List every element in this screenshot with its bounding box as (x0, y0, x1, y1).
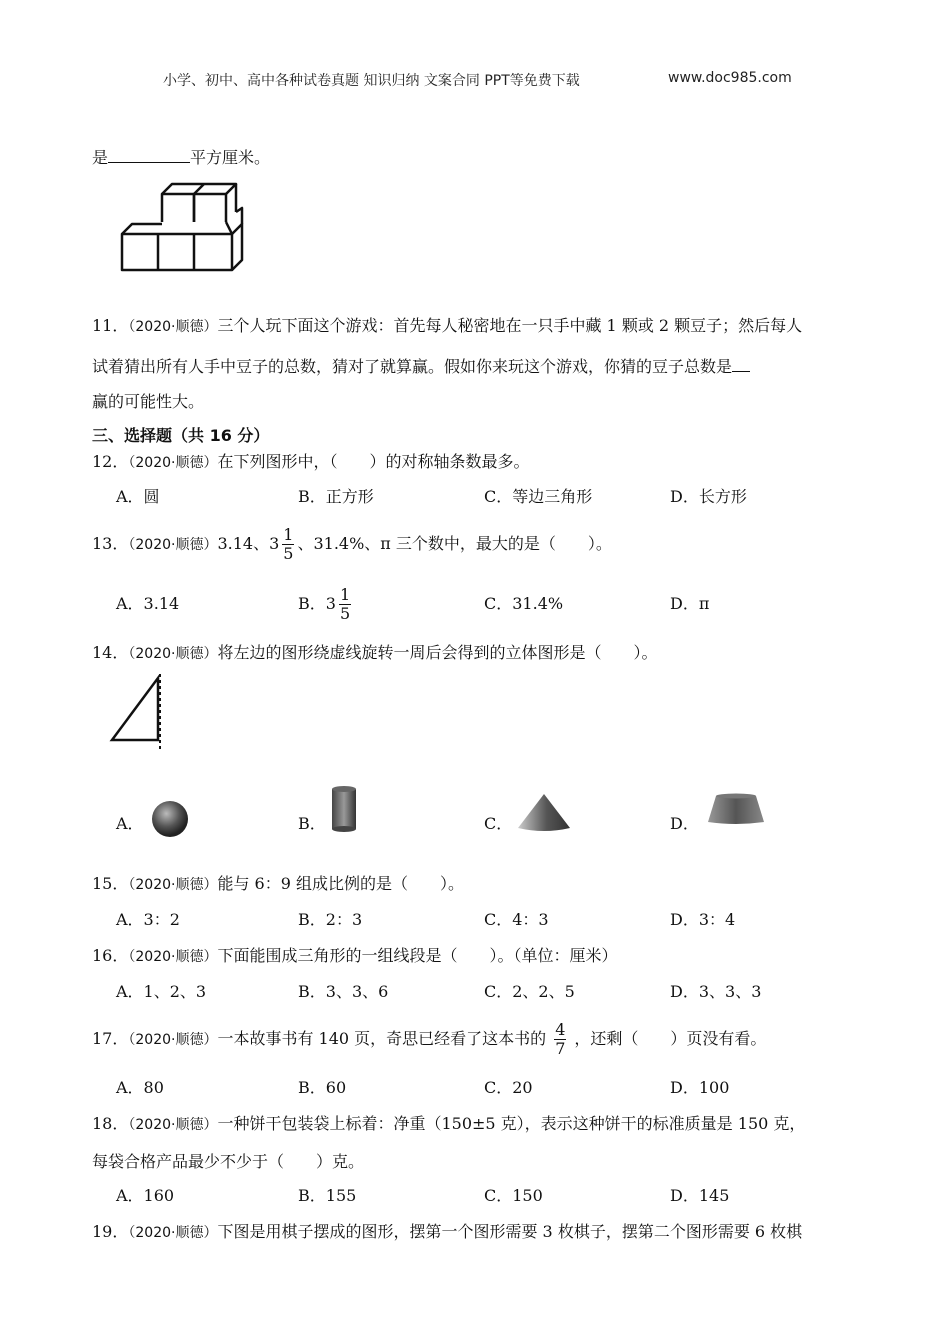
q18-tag: （2020·顺德） (128, 1117, 218, 1133)
q10-tail (92, 146, 270, 168)
q12-option-a[interactable]: A．圆 (116, 487, 160, 506)
q11-line2 (92, 355, 750, 377)
q17-option-b[interactable]: B．60 (298, 1078, 347, 1097)
q18-option-c[interactable]: C．150 (484, 1186, 543, 1205)
fraction-numerator: 1 (339, 585, 351, 604)
q14-tag: （2020·顺德） (128, 646, 218, 662)
q11-number: 11． (92, 316, 129, 335)
q11-line1 (92, 316, 802, 337)
fraction-denominator: 5 (283, 544, 294, 563)
q12-stem (92, 452, 529, 473)
q13-number: 13． (92, 534, 129, 553)
q13-option-b-fraction (339, 586, 351, 623)
header-website[interactable]: www.doc985.com (668, 70, 792, 86)
fraction-numerator: 4 (555, 1020, 566, 1039)
q15-option-d[interactable]: D．3：4 (670, 910, 736, 929)
q14-option-c[interactable]: C． (484, 814, 513, 833)
sphere-icon (148, 798, 192, 838)
q11-text1: 三个人玩下面这个游戏：首先每人秘密地在一只手中藏 1 颗或 2 颗豆子；然后每人 (217, 316, 803, 335)
q11-tag: （2020·顺德） (128, 319, 218, 335)
triangle-rotation-figure (106, 672, 176, 754)
cubes-figure (116, 180, 256, 275)
q13-option-d[interactable]: D．π (670, 594, 710, 613)
q17-number: 17． (92, 1029, 129, 1048)
q12-option-c[interactable]: C．等边三角形 (484, 487, 593, 506)
q18-number: 18． (92, 1114, 129, 1133)
fraction-numerator: 1 (283, 525, 294, 544)
q10-prefix: 是 (92, 148, 109, 167)
q13-text-b: 、31.4%、π 三个数中，最大的是（ ）。 (297, 534, 612, 553)
q14-number: 14． (92, 643, 129, 662)
q13-option-c[interactable]: C．31.4% (484, 594, 564, 613)
q14-text: 将左边的图形绕虚线旋转一周后会得到的立体图形是（ ）。 (217, 643, 658, 662)
q13-option-b[interactable] (298, 584, 354, 624)
q14-stem (92, 643, 657, 664)
q19-tag: （2020·顺德） (128, 1225, 218, 1241)
q12-tag: （2020·顺德） (128, 455, 218, 471)
q18-option-b[interactable]: B．155 (298, 1186, 357, 1205)
q14-option-d[interactable]: D． (670, 814, 699, 833)
frustum-icon (704, 790, 768, 830)
q15-option-b[interactable]: B．2：3 (298, 910, 363, 929)
q17-text-a: 一本故事书有 140 页，奇思已经看了这本书的 (217, 1029, 547, 1048)
fraction-denominator: 7 (555, 1039, 566, 1058)
q15-text: 能与 6：9 组成比例的是（ ）。 (217, 874, 465, 893)
q17-text-b: ，还剩（ ）页没有看。 (574, 1029, 767, 1048)
q10-answer-blank[interactable] (108, 146, 190, 163)
cone-icon (512, 790, 576, 834)
q16-tag: （2020·顺德） (128, 949, 218, 965)
q10-suffix: 平方厘米。 (190, 148, 271, 167)
q16-option-a[interactable]: A．1、2、3 (116, 982, 207, 1001)
q17-stem (92, 1019, 766, 1060)
q15-tag: （2020·顺德） (128, 877, 218, 893)
q15-option-c[interactable]: C．4：3 (484, 910, 549, 929)
q12-number: 12． (92, 452, 129, 471)
q13-fraction (282, 526, 294, 563)
q18-line2: 每袋合格产品最少不少于（ ）克。 (92, 1152, 365, 1171)
q12-option-b[interactable]: B．正方形 (298, 487, 374, 506)
q19-line1 (92, 1222, 802, 1243)
q18-line1 (92, 1114, 805, 1135)
q13-stem (92, 524, 612, 565)
q16-text: 下面能围成三角形的一组线段是（ ）。（单位：厘米） (217, 946, 618, 965)
q16-option-d[interactable]: D．3、3、3 (670, 982, 762, 1001)
q11-answer-blank[interactable] (732, 355, 750, 372)
q19-text1: 下图是用棋子摆成的图形，摆第一个图形需要 3 枚棋子，摆第二个图形需要 6 枚棋 (217, 1222, 803, 1241)
header-promo-text: 小学、初中、高中各种试卷真题 知识归纳 文案合同 PPT等免费下载 (163, 73, 580, 89)
fraction-denominator: 5 (339, 604, 351, 623)
section-title: 三、选择题（共 16 分） (92, 426, 270, 445)
q14-option-b[interactable]: B． (298, 814, 326, 833)
q18-option-a[interactable]: A．160 (116, 1186, 175, 1205)
q15-option-a[interactable]: A．3：2 (116, 910, 180, 929)
q13-text-a: 3.14、3 (217, 534, 280, 553)
q13-tag: （2020·顺德） (128, 537, 218, 553)
q13-option-a[interactable]: A．3.14 (116, 594, 180, 613)
q16-option-c[interactable]: C．2、2、5 (484, 982, 575, 1001)
q13-option-b-prefix: B．3 (298, 594, 336, 613)
q14-option-a[interactable]: A． (116, 814, 144, 833)
cylinder-icon (328, 786, 362, 834)
q11-line3: 赢的可能性大。 (92, 392, 205, 411)
q19-number: 19． (92, 1222, 129, 1241)
q16-option-b[interactable]: B．3、3、6 (298, 982, 389, 1001)
q12-option-d[interactable]: D．长方形 (670, 487, 747, 506)
q12-text: 在下列图形中，（ ）的对称轴条数最多。 (217, 452, 530, 471)
q16-stem (92, 946, 617, 967)
q15-number: 15． (92, 874, 129, 893)
q17-fraction (554, 1021, 566, 1058)
q18-text1: 一种饼干包装袋上标着：净重（150±5 克），表示这种饼干的标准质量是 150 克， (217, 1114, 806, 1133)
q15-stem (92, 874, 464, 895)
q11-text2: 试着猜出所有人手中豆子的总数，猜对了就算赢。假如你来玩这个游戏，你猜的豆子总数是 (92, 357, 733, 376)
q17-option-c[interactable]: C．20 (484, 1078, 533, 1097)
q18-option-d[interactable]: D．145 (670, 1186, 730, 1205)
q17-option-d[interactable]: D．100 (670, 1078, 730, 1097)
q17-option-a[interactable]: A．80 (116, 1078, 164, 1097)
q17-tag: （2020·顺德） (128, 1032, 218, 1048)
q16-number: 16． (92, 946, 129, 965)
